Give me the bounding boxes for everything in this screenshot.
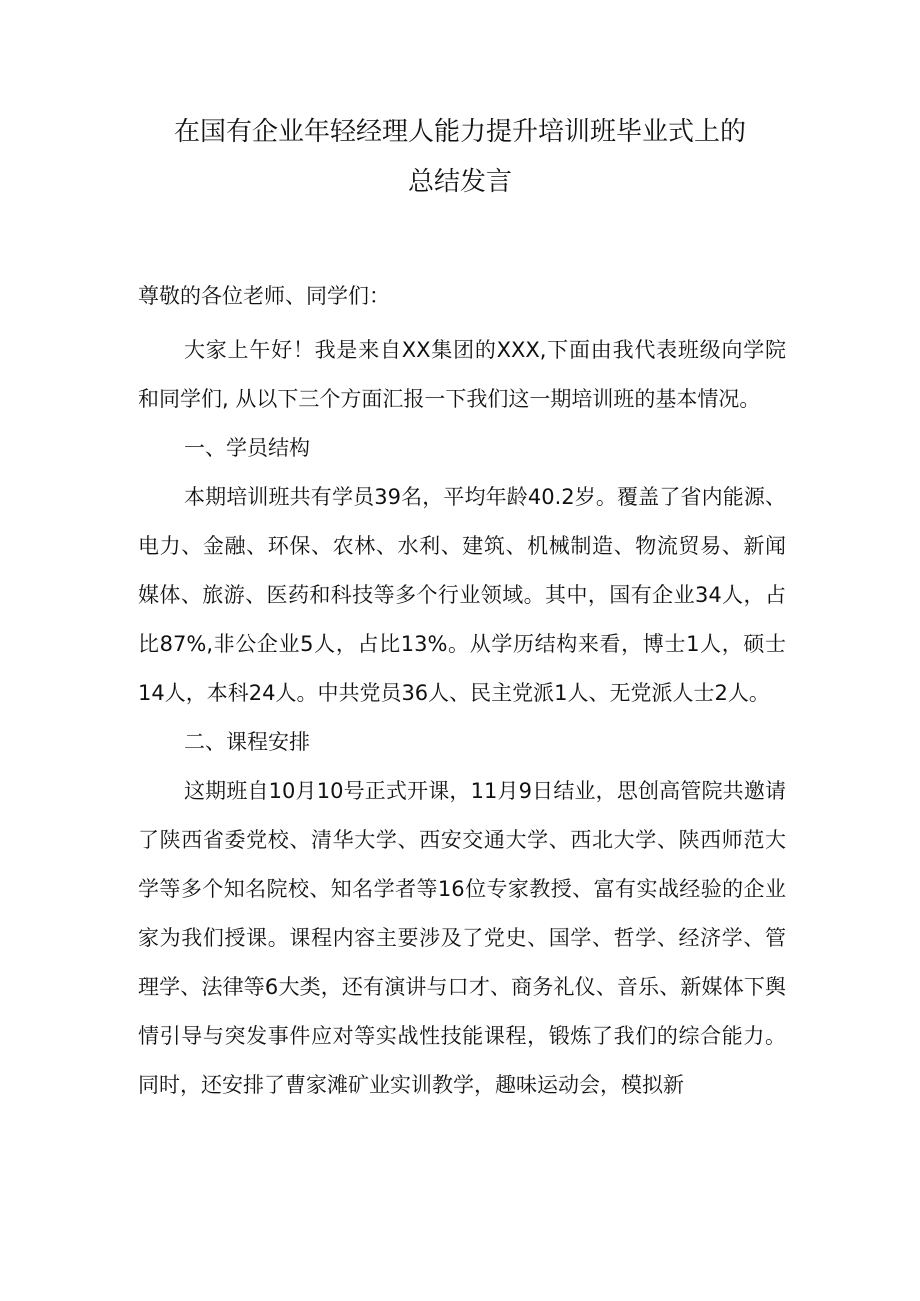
paragraph-student-structure: 本期培训班共有学员39名，平均年龄40.2岁。覆盖了省内能源、电力、金融、环保、农林、水利、建筑、机械制造、物流贸易、新闻媒体、旅游、医药和科技等多个行业领域。其中，国有企业34人，占比87%,非公企业5人，占比13%。从学历结构来看，博士1人，硕士14人，本科24人。中共党员36人、民主党派1人、无党派人士2人。 (138, 485, 786, 705)
document-title-line-2: 总结发言 (407, 167, 512, 197)
salutation: 尊敬的各位老师、同学们： (138, 284, 390, 308)
paragraph-course-arrangement: 这期班自10月10号正式开课，11月9日结业，思创高管院共邀请了陕西省委党校、清华大学、西安交通大学、西北大学、陕西师范大学等多个知名院校、知名学者等16位专家教授、富有实战经验的企业家为我们授课。课程内容主要涉及了党史、国学、哲学、经济学、管理学、法律等6大类，还有演讲与口才、商务礼仪、音乐、新媒体下舆情引导与突发事件应对等实战性技能课程，锻炼了我们的综合能力。同时，还安排了曹家滩矿业实训教学，趣味运动会，模拟新 (138, 779, 786, 1097)
section-heading-course-arrangement: 二、课程安排 (184, 730, 310, 754)
document-body (138, 272, 786, 1110)
section-heading-student-structure: 一、学员结构 (184, 436, 310, 460)
paragraph-greeting: 大家上午好！我是来自XX集团的XXX,下面由我代表班级向学院和同学们, 从以下三个方面汇报一下我们这一期培训班的基本情况。 (138, 338, 786, 411)
document-title-line-1: 在国有企业年轻经理人能力提升培训班毕业式上的 (173, 117, 746, 147)
